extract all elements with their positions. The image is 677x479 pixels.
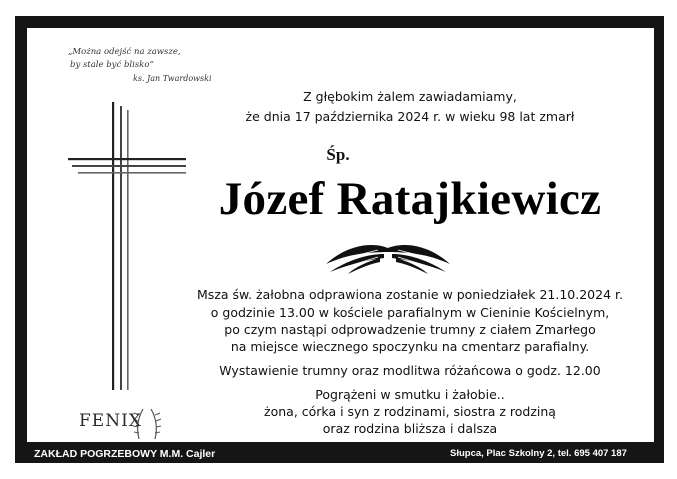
- quote-author: ks. Jan Twardowski: [133, 74, 212, 83]
- deceased-name: Józef Ratajkiewicz: [218, 173, 602, 225]
- funeral-home-name: ZAKŁAD POGRZEBOWY M.M. Cajler: [34, 448, 216, 460]
- mourners-line-2: żona, córka i syn z rodzinami, siostra z rodziną: [264, 404, 556, 419]
- honorific: Śp.: [326, 145, 350, 164]
- ceremony-line-3: po czym nastąpi odprowadzenie trumny z ciałem Zmarłego: [224, 322, 596, 337]
- funeral-home-contact: Słupca, Plac Szkolny 2, tel. 695 407 187: [450, 448, 627, 459]
- logo-text: FENIX: [79, 411, 142, 431]
- intro-line-1: Z głębokim żalem zawiadamiamy,: [303, 89, 517, 104]
- quote-line-1: „Można odejść na zawsze,: [68, 47, 181, 57]
- quote-block: [68, 46, 218, 83]
- mourners-line-1: Pogrążeni w smutku i żałobie..: [315, 387, 505, 402]
- intro-line-2: że dnia 17 października 2024 r. w wieku 98 lat zmarł: [245, 109, 575, 124]
- leaf-ornament-icon: [318, 240, 458, 276]
- ceremony-line-4: na miejsce wiecznego spoczynku na cmentarz parafialny.: [230, 339, 590, 354]
- ceremony-line-1: Msza św. żałobna odprawiona zostanie w poniedziałek 21.10.2024 r.: [197, 287, 623, 302]
- quote-line-2: by stale być blisko”: [70, 60, 154, 70]
- ceremony-line-2: o godzinie 13.00 w kościele parafialnym w Cieninie Kościelnym,: [210, 305, 610, 320]
- rosary-line: Wystawienie trumny oraz modlitwa różańcowa o godz. 12.00: [219, 363, 601, 378]
- mourners-line-3: oraz rodzina bliższa i dalsza: [322, 421, 498, 436]
